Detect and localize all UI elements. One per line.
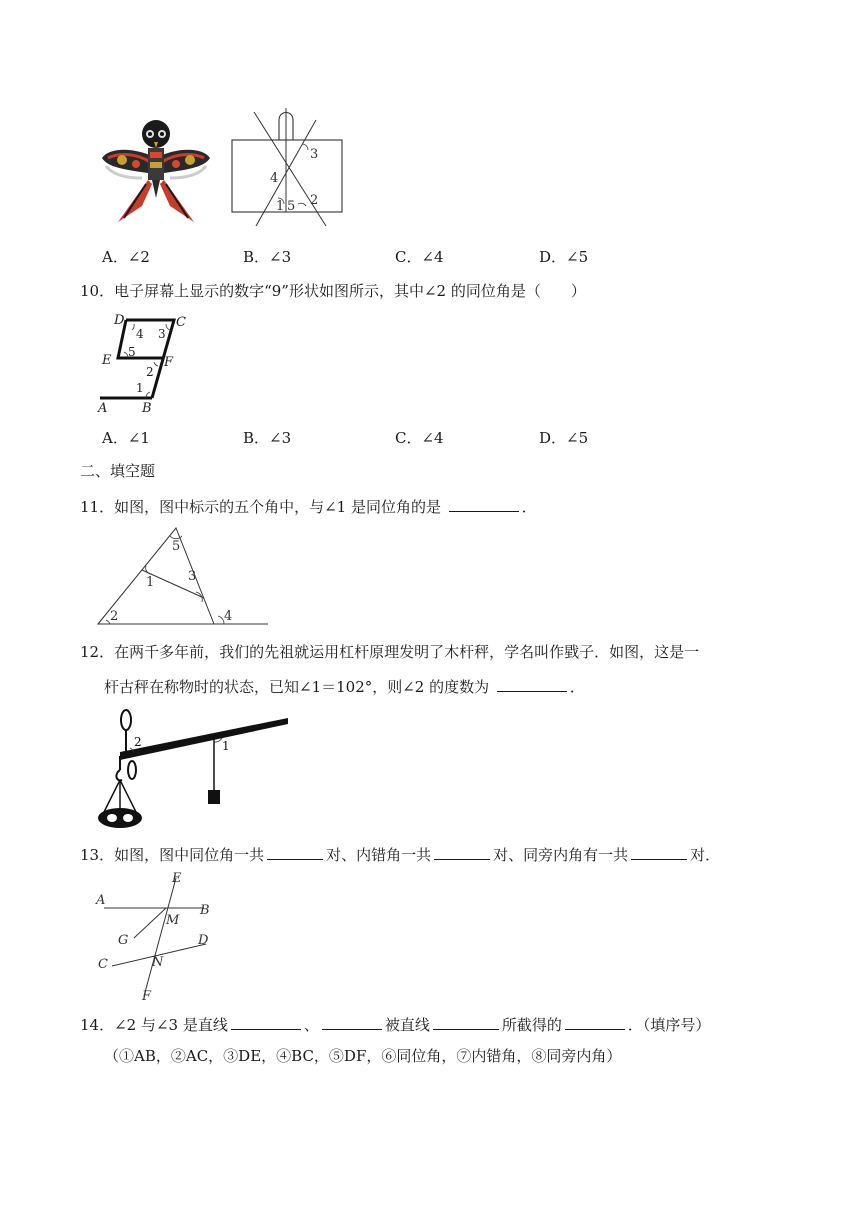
- steelyard-figure: [96, 708, 292, 832]
- q14-text-3: 被直线: [384, 1016, 430, 1034]
- tri-angle-3: 3: [188, 569, 197, 584]
- trans-label-B: B: [200, 903, 210, 918]
- nine-angle-2: 2: [146, 365, 154, 379]
- q13-blank-2[interactable]: [434, 843, 490, 860]
- nine-angle-3: 3: [158, 327, 166, 341]
- kite-label-2: 2: [310, 193, 319, 208]
- q13-text-2: 对、内错角一共: [326, 846, 432, 864]
- nine-angle-4: 4: [136, 327, 144, 341]
- q9-option-a: A．∠2: [102, 248, 150, 266]
- q10-text: 10．电子屏幕上显示的数字“9”形状如图所示，其中∠2 的同位角是（ ）: [80, 282, 586, 300]
- q9-option-b: B．∠3: [243, 248, 292, 266]
- q11-answer-blank[interactable]: [449, 495, 519, 512]
- kite-label-4: 4: [270, 171, 279, 186]
- nine-angle-5: 5: [128, 345, 136, 359]
- q9-option-c: C．∠4: [395, 248, 444, 266]
- q13-text-1: 13．如图，图中同位角一共: [80, 846, 265, 864]
- nine-label-B: B: [142, 401, 152, 416]
- nine-label-F: F: [164, 355, 174, 370]
- tri-angle-1: 1: [146, 575, 155, 590]
- trans-label-G: G: [118, 933, 129, 948]
- q12-line2: [104, 675, 585, 697]
- q10-option-d: D．∠5: [539, 429, 589, 447]
- q14-blank-3[interactable]: [433, 1013, 499, 1030]
- q14-text-1: 14．∠2 与∠3 是直线: [80, 1016, 228, 1034]
- q12-answer-blank[interactable]: [497, 675, 567, 692]
- q11-text-after: ．: [521, 498, 537, 516]
- q14-blank-4[interactable]: [565, 1013, 625, 1030]
- transversal-figure: [94, 868, 224, 1004]
- trans-label-F: F: [142, 989, 152, 1004]
- q9-option-d: D．∠5: [539, 248, 589, 266]
- tri-angle-2: 2: [110, 609, 119, 624]
- nine-label-A: A: [98, 401, 108, 416]
- trans-label-A: A: [96, 893, 106, 908]
- kite-label-1: 1: [276, 199, 285, 214]
- q14-blank-2[interactable]: [322, 1013, 382, 1030]
- q14-text-4: 所截得的: [501, 1016, 562, 1034]
- kite-frame-figure: [226, 106, 346, 228]
- steelyard-angle-2: 2: [134, 735, 142, 749]
- q13-blank-3[interactable]: [631, 843, 687, 860]
- q11-text-before: 11．如图，图中标示的五个角中，与∠1 是同位角的是: [80, 498, 441, 516]
- trans-label-N: N: [152, 955, 164, 970]
- q11-text: [80, 495, 537, 517]
- kite-label-3: 3: [310, 147, 319, 162]
- q14-text-2: 、: [303, 1016, 319, 1034]
- q13-text: [80, 843, 720, 865]
- q12-line2-before: 杆古秤在称物时的状态，已知∠1＝102°，则∠2 的度数为: [104, 678, 490, 696]
- nine-angle-1: 1: [136, 381, 144, 395]
- q14-blank-1[interactable]: [231, 1013, 301, 1030]
- trans-label-C: C: [98, 957, 108, 972]
- q13-blank-1[interactable]: [267, 843, 323, 860]
- q10-option-c: C．∠4: [395, 429, 444, 447]
- tri-angle-4: 4: [224, 609, 233, 624]
- q10-option-a: A．∠1: [102, 429, 150, 447]
- digit-nine-figure: [96, 310, 196, 416]
- q13-text-4: 对．: [690, 846, 721, 864]
- kite-label-5: 5: [287, 199, 296, 214]
- q12-line2-after: ．: [569, 678, 585, 696]
- nine-label-E: E: [102, 353, 112, 368]
- triangle-figure: [96, 522, 272, 628]
- q10-option-b: B．∠3: [243, 429, 292, 447]
- trans-label-M: M: [166, 913, 180, 928]
- section-title: 二、填空题: [80, 462, 156, 480]
- trans-label-E: E: [172, 871, 182, 886]
- steelyard-angle-1: 1: [222, 739, 230, 753]
- tri-angle-5: 5: [172, 539, 181, 554]
- trans-label-D: D: [198, 933, 209, 948]
- q14-options: （①AB，②AC，③DE，④BC，⑤DF，⑥同位角，⑦内错角，⑧同旁内角）: [104, 1047, 622, 1065]
- nine-label-D: D: [114, 313, 125, 328]
- q14-text-5: ．（填序号）: [627, 1016, 711, 1034]
- q13-text-3: 对、同旁内角有一共: [493, 846, 629, 864]
- nine-label-C: C: [176, 315, 186, 330]
- q12-line1: 12．在两千多年前，我们的先祖就运用杠杆原理发明了木杆秤，学名叫作戥子．如图，这是一: [80, 643, 700, 661]
- q14-text: [80, 1013, 710, 1035]
- kite-photo: [98, 118, 214, 228]
